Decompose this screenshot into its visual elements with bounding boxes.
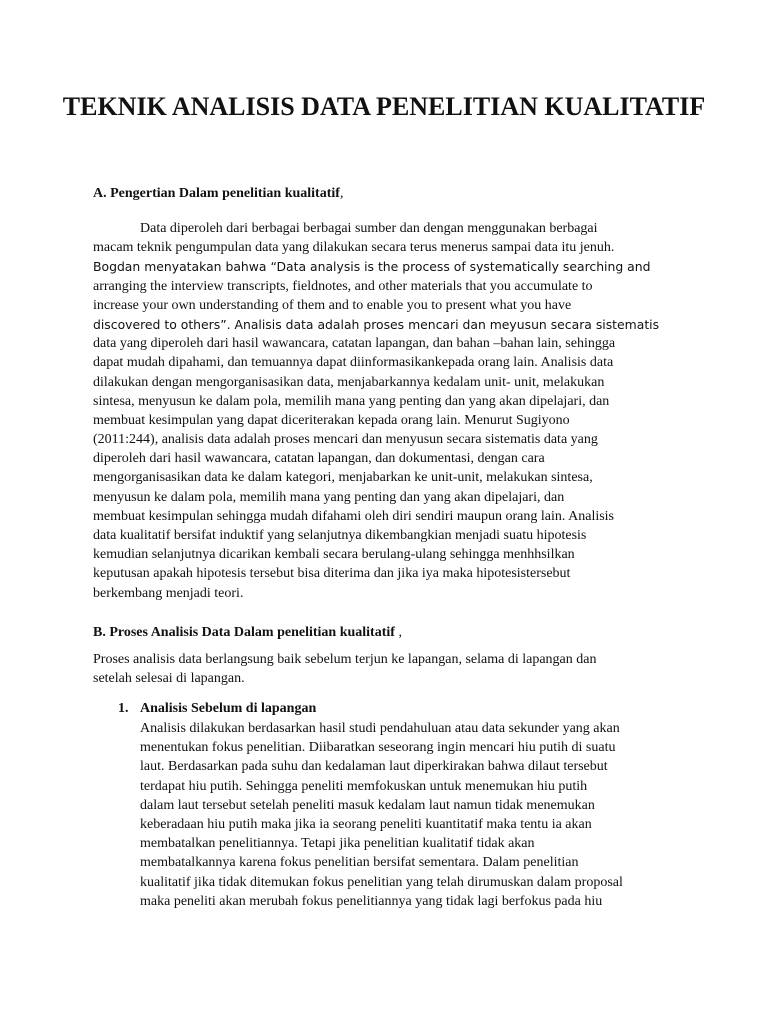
- paragraph-line: Data diperoleh dari berbagai berbagai sumber dan dengan menggunakan berbagai: [140, 221, 598, 236]
- list-item-number: 1.: [118, 701, 129, 716]
- paragraph-line: data yang diperoleh dari hasil wawancara, catatan lapangan, dan bahan –bahan lain, sehingga: [93, 336, 616, 352]
- section-a-heading-punct: ,: [339, 186, 344, 201]
- section-b-heading: [93, 623, 402, 642]
- paragraph-line: kualitatif jika tidak ditemukan fokus penelitian yang telah dirumuskan dalam proposal: [140, 874, 623, 890]
- paragraph-line: diperoleh dari hasil wawancara, catatan lapangan, dan dokumentasi, dengan cara: [93, 451, 545, 467]
- paragraph-line: membatalkan penelitiannya. Tetapi jika penelitian kualitatif tidak akan: [140, 836, 535, 852]
- paragraph-line: membuat kesimpulan sehingga mudah difahami oleh diri sendiri maupun orang lain. Analisis: [93, 508, 615, 524]
- paragraph-line: menentukan fokus penelitian. Diibaratkan seseorang ingin mencari hiu putih di suatu: [140, 740, 616, 756]
- paragraph-line: (2011:244), analisis data adalah proses mencari dan menyusun secara sistematis data yang: [93, 432, 598, 448]
- paragraph-line: menyusun ke dalam pola, memilih mana yang penting dan yang akan dipelajari, dan: [93, 489, 565, 505]
- paragraph-line: sintesa, menyusun ke dalam pola, memilih mana yang penting dan yang akan dipelajari, dan: [93, 393, 610, 409]
- paragraph-line: membatalkannya karena fokus penelitian bersifat sementara. Dalam penelitian: [140, 855, 579, 871]
- section-a-paragraph: [93, 219, 659, 603]
- paragraph-line: mengorganisasikan data ke dalam kategori, menjabarkan ke unit-unit, melakukan sintesa,: [93, 470, 593, 486]
- paragraph-line: Bogdan menyatakan bahwa “Data analysis is the process of systematically searching and: [93, 259, 651, 275]
- section-a-heading: [93, 184, 343, 203]
- paragraph-line: berkembang menjadi teori.: [93, 585, 244, 601]
- paragraph-line: increase your own understanding of them and to enable you to present what you have: [93, 297, 572, 313]
- paragraph-line: laut. Berdasarkan pada suhu dan kedalaman laut diperkirakan bahwa dilaut tersebut: [140, 759, 608, 775]
- section-b-intro: [93, 650, 596, 688]
- section-b-heading-text: B. Proses Analisis Data Dalam penelitian kualitatif: [93, 625, 395, 640]
- paragraph-line: Proses analisis data berlangsung baik sebelum terjun ke lapangan, selama di lapangan dan: [93, 652, 597, 667]
- paragraph-line: data kualitatif bersifat induktif yang selanjutnya dikembangkian menjadi suatu hipotesis: [93, 528, 587, 543]
- paragraph-line: keputusan apakah hipotesis tersebut bisa diterima dan jika iya maka hipotesistersebut: [93, 566, 571, 582]
- paragraph-line: dapat mudah dipahami, dan temuannya dapat diinformasikankepada orang lain. Analisis data: [93, 355, 614, 371]
- paragraph-line: discovered to others”. Analisis data adalah proses mencari dan meyusun secara sistematis: [93, 316, 660, 332]
- paragraph-line: dilakukan dengan mengorganisasikan data, menjabarkannya kedalam unit- unit, melakukan: [93, 374, 605, 390]
- paragraph-line: keberadaan hiu putih maka jika ia seorang peneliti kuantitatif maka tentu ia akan: [140, 816, 592, 832]
- section-b-heading-punct: ,: [394, 625, 402, 640]
- list-item-paragraph: [140, 719, 623, 911]
- paragraph-line: macam teknik pengumpulan data yang dilakukan secara terus menerus sampai data itu jenuh.: [93, 240, 615, 256]
- paragraph-line: dalam laut tersebut setelah peneliti masuk kedalam laut namun tidak menemukan: [140, 797, 595, 813]
- paragraph-line: Analisis dilakukan berdasarkan hasil studi pendahuluan atau data sekunder yang akan: [140, 721, 620, 736]
- paragraph-line: maka peneliti akan merubah fokus penelitiannya yang tidak lagi berfokus pada hiu: [140, 893, 603, 909]
- paragraph-line: kemudian selanjutnya dicarikan kembali secara berulang-ulang sehingga menhhsilkan: [93, 547, 575, 563]
- paragraph-line: setelah selesai di lapangan.: [93, 671, 245, 687]
- page-title: TEKNIK ANALISIS DATA PENELITIAN KUALITATIF: [62, 92, 706, 121]
- paragraph-line: terdapat hiu putih. Sehingga peneliti memfokuskan untuk menemukan hiu putih: [140, 778, 588, 794]
- list-item-heading: Analisis Sebelum di lapangan: [140, 701, 317, 716]
- paragraph-line: membuat kesimpulan yang dapat diceriterakan kepada orang lain. Menurut Sugiyono: [93, 412, 570, 428]
- section-a-heading-text: A. Pengertian Dalam penelitian kualitatif: [93, 186, 340, 201]
- paragraph-line: arranging the interview transcripts, fieldnotes, and other materials that you accumulate to: [93, 278, 593, 294]
